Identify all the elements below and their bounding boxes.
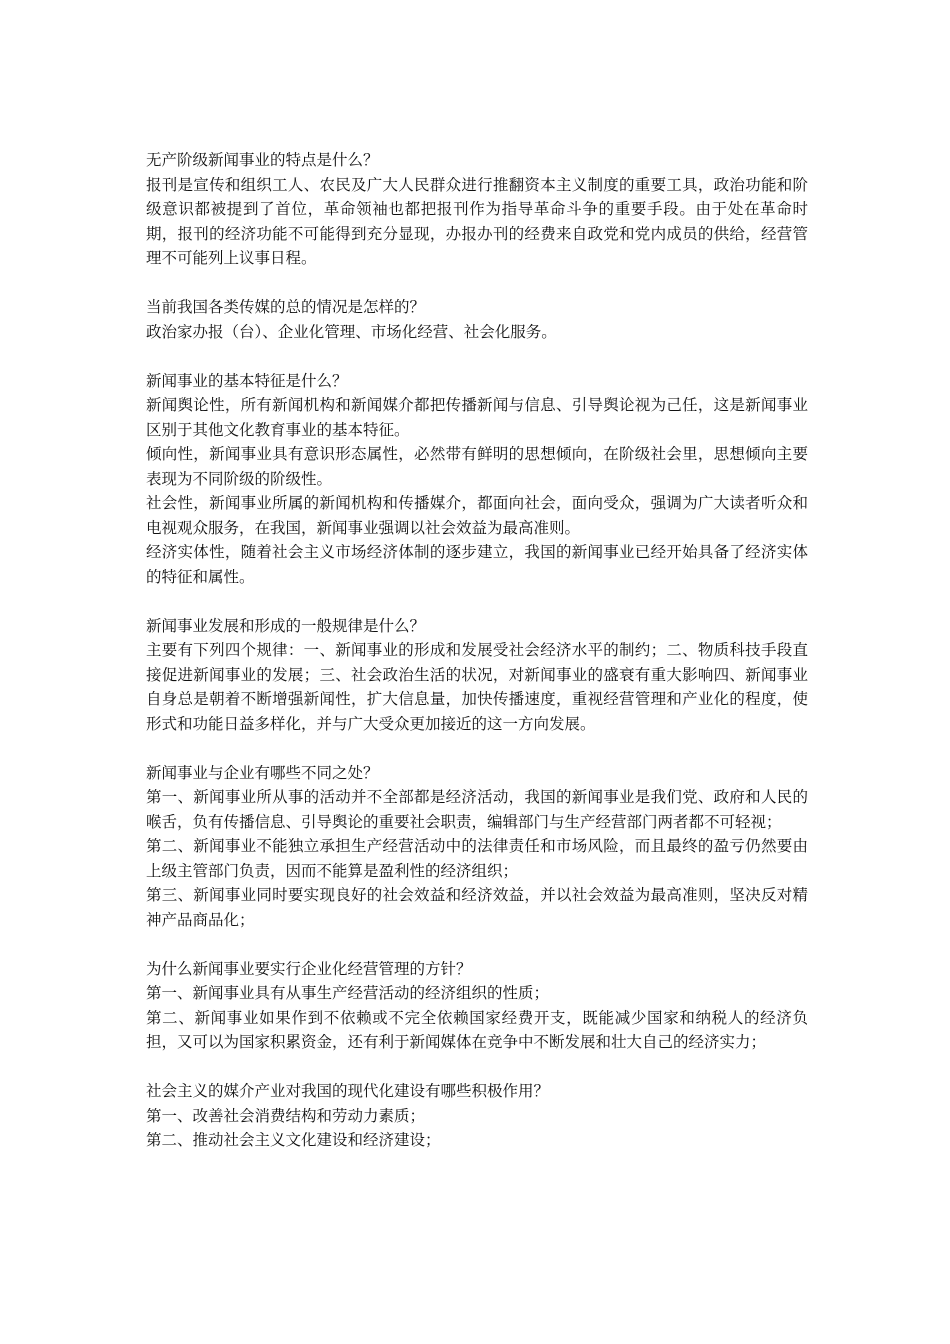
section-proletarian-journalism — [146, 148, 808, 271]
section-differences-from-enterprise — [146, 761, 808, 933]
answer-paragraph: 社会性，新闻事业所属的新闻机构和传播媒介，都面向社会，面向受众，强调为广大读者听众和电视观众服务，在我国，新闻事业强调以社会效益为最高准则。 — [146, 494, 808, 537]
answer-paragraph: 第一、新闻事业具有从事生产经营活动的经济组织的性质； — [146, 984, 550, 1002]
answer-paragraph: 经济实体性，随着社会主义市场经济体制的逐步建立，我国的新闻事业已经开始具备了经济实体的特征和属性。 — [146, 543, 808, 586]
answer-paragraph: 主要有下列四个规律：一、新闻事业的形成和发展受社会经济水平的制约；二、物质科技手段直接促进新闻事业的发展；三、社会政治生活的状况，对新闻事业的盛衰有重大影响四、新闻事业自身总是朝着不断增强新闻性，扩大信息量，加快传播速度，重视经营管理和产业化的程度，使形式和功能日益多样化，并与广大受众更加接近的这一方向发展。 — [146, 641, 808, 733]
question-heading: 为什么新闻事业要实行企业化经营管理的方针？ — [146, 959, 472, 978]
answer-paragraph: 第二、新闻事业不能独立承担生产经营活动中的法律责任和市场风险，而且最终的盈亏仍然要由上级主管部门负责，因而不能算是盈利性的经济组织； — [146, 837, 808, 880]
answer-paragraph: 第二、推动社会主义文化建设和经济建设； — [146, 1131, 441, 1149]
section-enterprise-management — [146, 957, 808, 1055]
document-body — [146, 148, 808, 1177]
answer-paragraph: 报刊是宣传和组织工人、农民及广大人民群众进行推翻资本主义制度的重要工具，政治功能和阶级意识都被提到了首位，革命领袖也都把报刊作为指导革命斗争的重要手段。由于处在革命时期，报刊的经济功能不可能得到充分显现，办报办刊的经费来自政党和党内成员的供给，经营管理不可能列上议事日程。 — [146, 175, 808, 267]
question-heading: 新闻事业与企业有哪些不同之处？ — [146, 763, 379, 782]
answer-paragraph: 第一、改善社会消费结构和劳动力素质； — [146, 1106, 426, 1125]
answer-paragraph: 政治家办报（台）、企业化管理、市场化经营、社会化服务。 — [146, 322, 557, 341]
section-basic-features — [146, 369, 808, 590]
section-general-laws — [146, 614, 808, 737]
answer-paragraph: 新闻舆论性，所有新闻机构和新闻媒介都把传播新闻与信息、引导舆论视为己任，这是新闻事业区别于其他文化教育事业的基本特征。 — [146, 396, 808, 439]
question-heading: 无产阶级新闻事业的特点是什么？ — [146, 151, 379, 169]
question-heading: 当前我国各类传媒的总的情况是怎样的？ — [146, 298, 426, 316]
section-media-industry-role — [146, 1079, 808, 1153]
answer-paragraph: 第一、新闻事业所从事的活动并不全部都是经济活动，我国的新闻事业是我们党、政府和人民的喉舌，负有传播信息、引导舆论的重要社会职责，编辑部门与生产经营部门两者都不可轻视； — [146, 788, 808, 831]
answer-paragraph: 第二、新闻事业如果作到不依赖或不完全依赖国家经费开支，既能减少国家和纳税人的经济负担，又可以为国家积累资金，还有利于新闻媒体在竞争中不断发展和壮大自己的经济实力； — [146, 1008, 808, 1051]
answer-paragraph: 倾向性，新闻事业具有意识形态属性，必然带有鲜明的思想倾向，在阶级社会里，思想倾向主要表现为不同阶级的阶级性。 — [146, 445, 808, 488]
question-heading: 新闻事业发展和形成的一般规律是什么？ — [146, 616, 426, 635]
question-heading: 社会主义的媒介产业对我国的现代化建设有哪些积极作用？ — [146, 1082, 550, 1100]
answer-paragraph: 第三、新闻事业同时要实现良好的社会效益和经济效益，并以社会效益为最高准则，坚决反对精神产品商品化； — [146, 886, 808, 929]
question-heading: 新闻事业的基本特征是什么？ — [146, 371, 348, 390]
section-media-situation — [146, 295, 808, 344]
